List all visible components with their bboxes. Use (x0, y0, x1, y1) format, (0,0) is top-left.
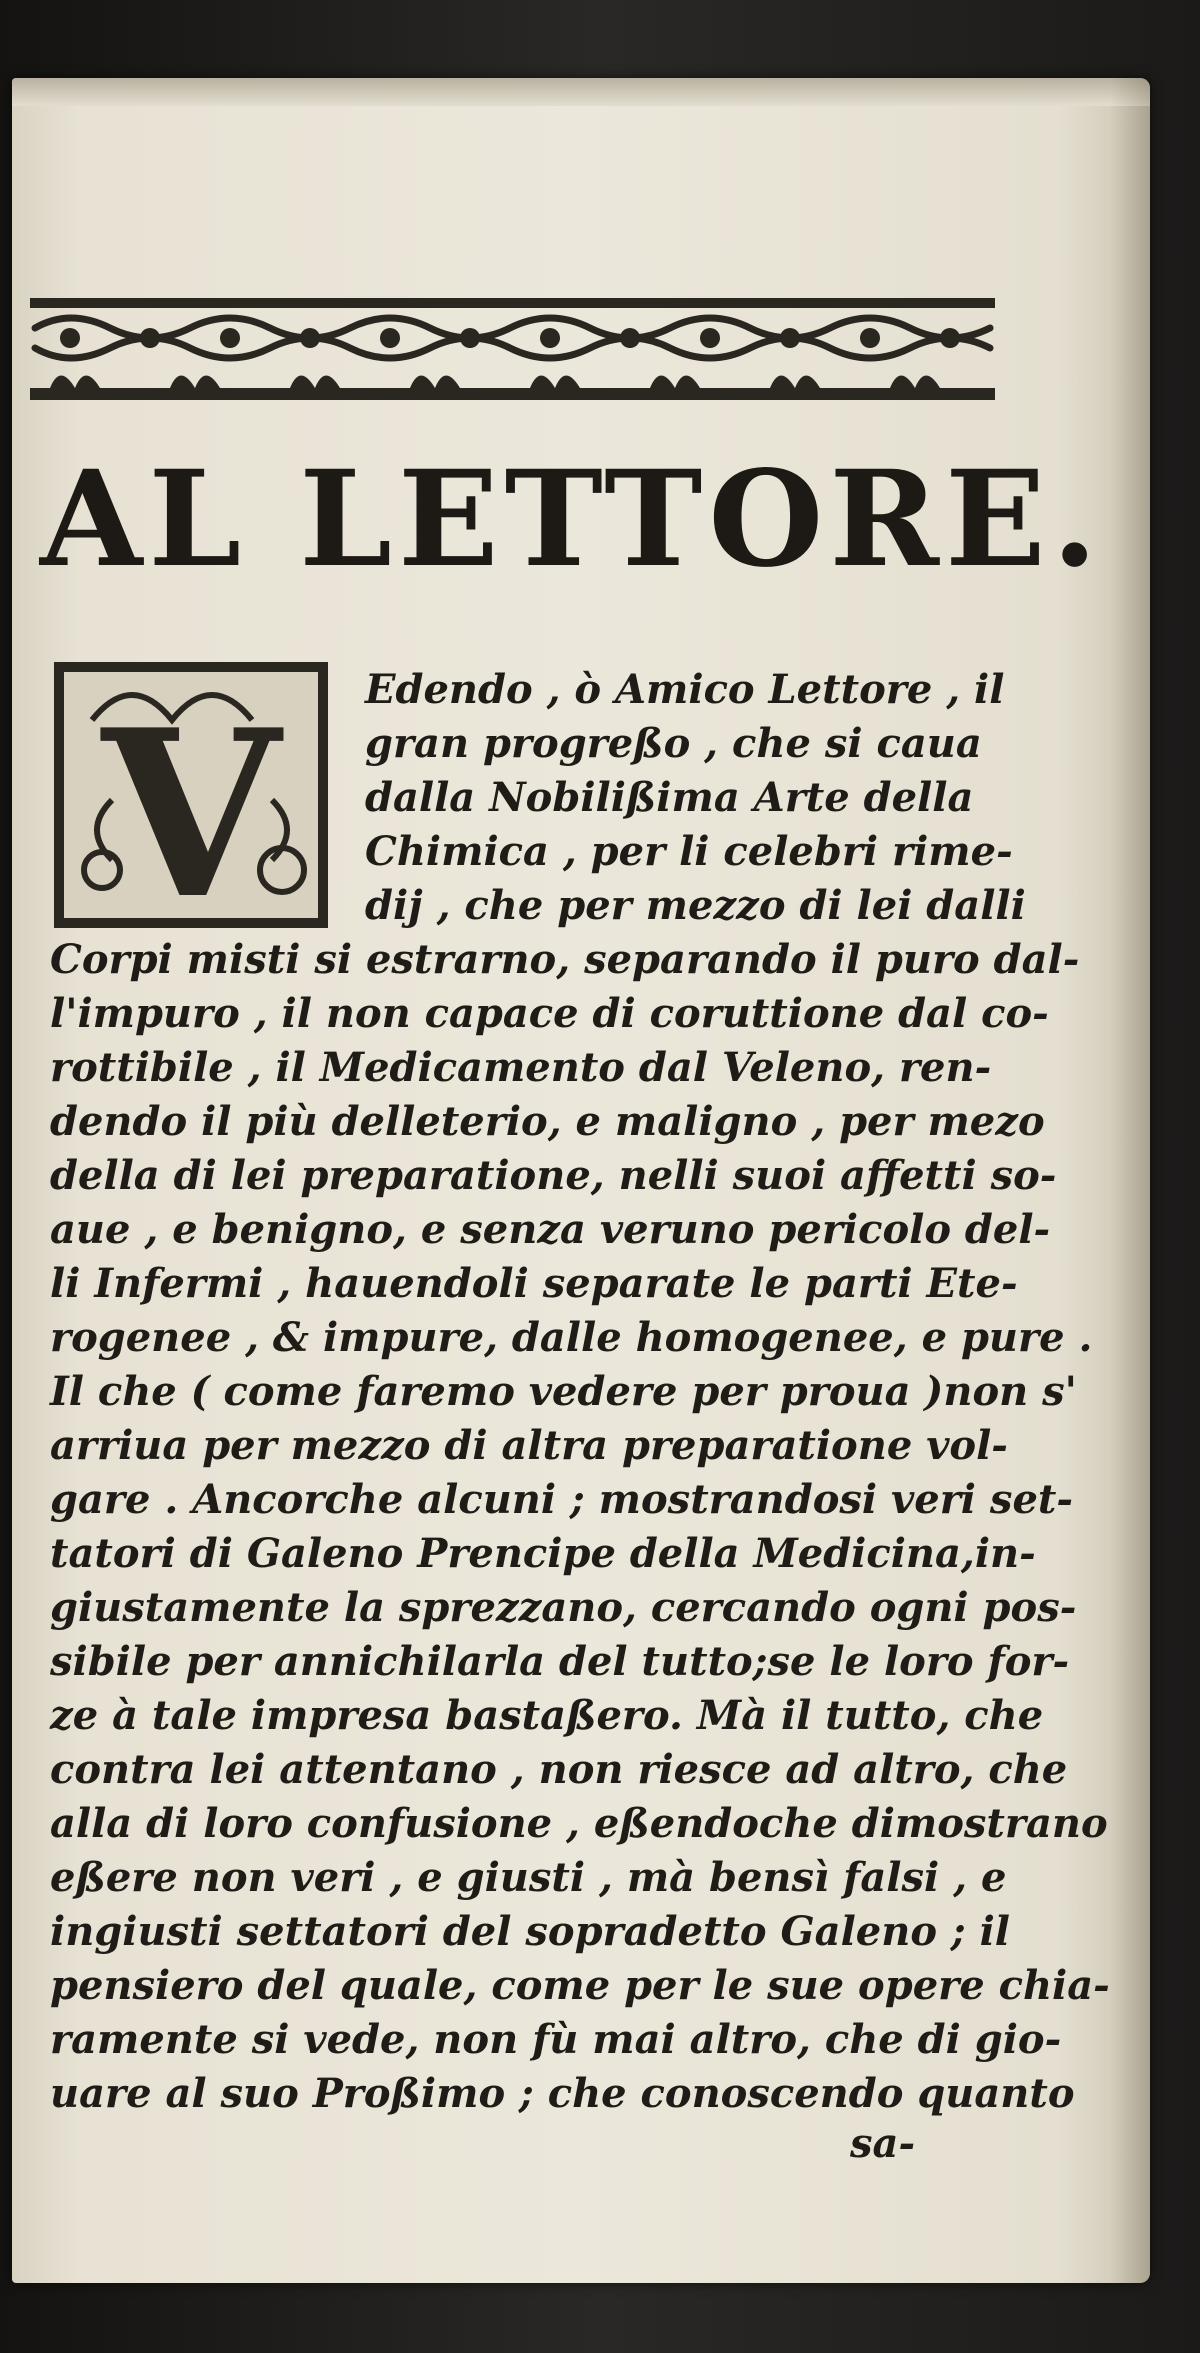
text-line-4: Chimica , per li celebri rime- (365, 828, 1013, 875)
text-line-27: uare al suo Proßimo ; che conoscendo quanto (50, 2070, 1075, 2117)
text-line-23: eßere non veri , e giusti , mà bensì falsi , e (50, 1854, 1007, 1901)
text-line-16: gare . Ancorche alcuni ; mostrandosi veri set- (50, 1476, 1073, 1523)
text-line-12: li Infermi , hauendoli separate le parti Ete- (50, 1260, 1018, 1307)
decorated-initial-v (52, 660, 330, 930)
page-side-shadow (1110, 78, 1150, 2283)
text-line-3: dalla Nobilißima Arte della (365, 774, 974, 821)
text-line-7: l'impuro , il non capace di coruttione dal co- (50, 990, 1049, 1037)
text-line-2: gran progreßo , che si caua (365, 720, 982, 767)
text-line-19: sibile per annichilarla del tutto;se le loro for- (50, 1638, 1070, 1685)
text-line-10: della di lei preparatione, nelli suoi affetti so- (50, 1152, 1057, 1199)
page-top-edge (12, 78, 1150, 106)
text-line-5: dij , che per mezzo di lei dalli (365, 882, 1026, 929)
text-line-18: giustamente la sprezzano, cercando ogni pos- (50, 1584, 1077, 1631)
text-line-17: tatori di Galeno Prencipe della Medicina,in- (50, 1530, 1036, 1577)
text-line-1: Edendo , ò Amico Lettore , il (365, 666, 1005, 713)
page-title: AL LETTORE. (40, 442, 1104, 597)
text-line-26: ramente si vede, non fù mai altro, che di gio- (50, 2016, 1062, 2063)
text-line-25: pensiero del quale, come per le sue opere chia- (50, 1962, 1110, 2009)
text-line-6: Corpi misti si estrarno, separando il puro dal- (50, 936, 1080, 983)
text-line-14: Il che ( come faremo vedere per proua )non s' (50, 1368, 1077, 1415)
text-line-8: rottibile , il Medicamento dal Veleno, ren- (50, 1044, 992, 1091)
text-line-20: ze à tale impresa bastaßero. Mà il tutto, che (50, 1692, 1044, 1739)
text-line-9: dendo il più delleterio, e maligno , per mezo (50, 1098, 1045, 1145)
decorative-headpiece-ornament (30, 238, 995, 418)
text-line-24: ingiusti settatori del sopradetto Galeno ; il (50, 1908, 1010, 1955)
initial-letter: V (101, 680, 281, 930)
text-line-13: rogenee , & impure, dalle homogenee, e pure . (50, 1314, 1093, 1361)
text-line-15: arriua per mezzo di altra preparatione vol- (50, 1422, 1008, 1469)
text-line-21: contra lei attentano , non riesce ad altro, che (50, 1746, 1068, 1793)
catchword: sa- (850, 2120, 916, 2167)
text-line-11: aue , e benigno, e senza veruno pericolo del- (50, 1206, 1051, 1253)
text-line-22: alla di loro confusione , eßendoche dimostrano (50, 1800, 1108, 1847)
